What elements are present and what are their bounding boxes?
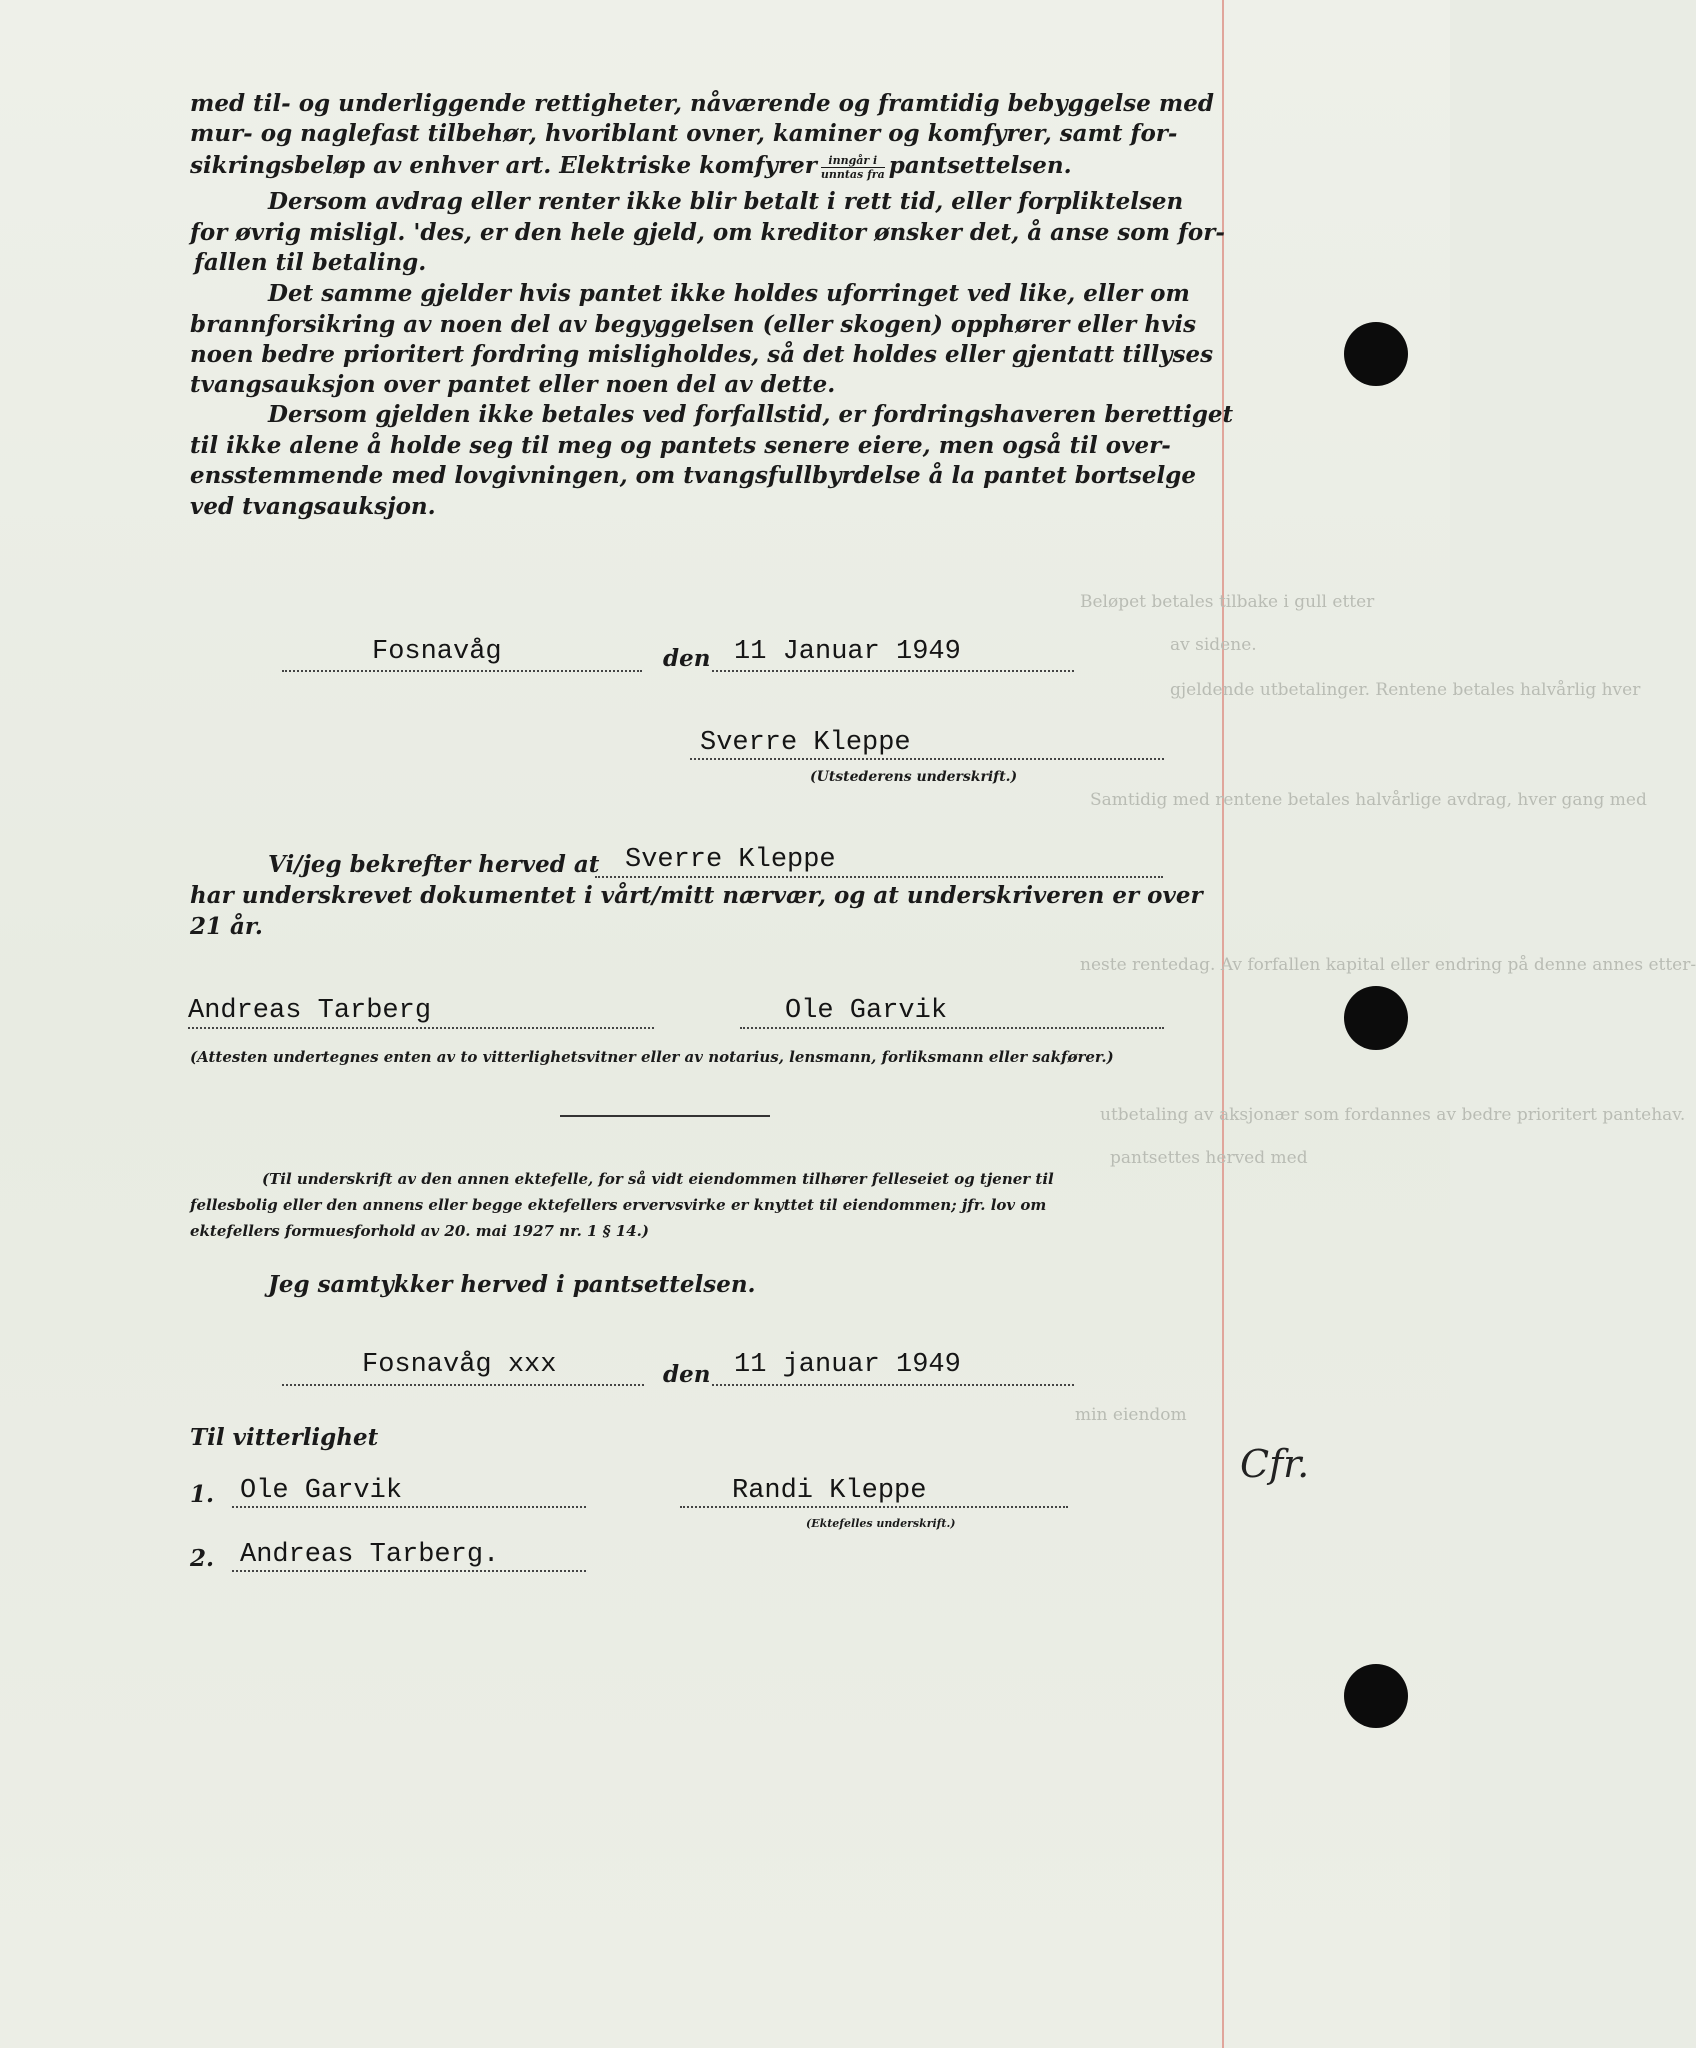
confirmation-line: 21 år. bbox=[190, 913, 263, 940]
inclusion-fraction bbox=[821, 154, 885, 181]
signer-line bbox=[595, 876, 1163, 878]
body-line: tvangsauksjon over pantet eller noen del av dette. bbox=[190, 371, 836, 398]
body-line: Det samme gjelder hvis pantet ikke holdes uforringet ved like, eller om bbox=[268, 280, 1190, 307]
witness2-signature: Ole Garvik bbox=[785, 996, 948, 1026]
body-line: ensstemmende med lovgivningen, om tvangsfullbyrdelse å la pantet bortselge bbox=[190, 462, 1196, 489]
issuance-place: Fosnavåg bbox=[372, 637, 502, 667]
page-margin-line bbox=[1222, 0, 1224, 2048]
witness1-signature: Andreas Tarberg bbox=[188, 996, 432, 1026]
spouse-note-line: ektefellers formuesforhold av 20. mai 1927 nr. 1 § 14.) bbox=[190, 1222, 649, 1240]
issuer-signature: Sverre Kleppe bbox=[700, 728, 911, 758]
body-text: sikringsbeløp av enhver art. Elektriske komfyrer bbox=[190, 152, 817, 179]
body-line: Dersom avdrag eller renter ikke blir betalt i rett tid, eller forpliktelsen bbox=[268, 188, 1184, 215]
punch-hole-bottom bbox=[1344, 1664, 1408, 1728]
til-vitterlighet-label: Til vitterlighet bbox=[190, 1424, 379, 1451]
consent-place-line bbox=[282, 1384, 644, 1386]
bleed-line: gjeldende utbetalinger. Rentene betales halvårlig hver bbox=[1170, 680, 1641, 700]
body-line: noen bedre prioritert fordring misligholdes, så det holdes eller gjentatt tillyses bbox=[190, 341, 1214, 368]
confirmation-prefix: Vi/jeg bekrefter herved at bbox=[268, 851, 600, 878]
body-text: pantsettelsen. bbox=[888, 152, 1072, 179]
bleed-line: min eiendom bbox=[1075, 1405, 1187, 1425]
body-line: fallen til betaling. bbox=[194, 249, 427, 276]
signature-line bbox=[690, 758, 1164, 760]
fraction-top: inngår i bbox=[821, 154, 885, 168]
body-line: ved tvangsauksjon. bbox=[190, 493, 436, 520]
consent-witness1-line bbox=[232, 1506, 586, 1508]
body-line: for øvrig misligl. 'des, er den hele gjeld, om kreditor ønsker det, å anse som for- bbox=[190, 219, 1225, 246]
consent-den-label: den bbox=[663, 1361, 711, 1388]
date-line bbox=[712, 670, 1074, 672]
spouse-signature-line bbox=[680, 1506, 1068, 1508]
confirmed-signer: Sverre Kleppe bbox=[625, 845, 836, 875]
consent-witness2-line bbox=[232, 1570, 586, 1572]
section-divider bbox=[560, 1115, 770, 1117]
spouse-note-line: (Til underskrift av den annen ektefelle, for så vidt eiendommen tilhører felleseiet og tjener til bbox=[262, 1170, 1054, 1188]
spouse-note-line: fellesbolig eller den annens eller begge ektefellers ervervsvirke er knyttet til eiendommen; jfr. lov om bbox=[190, 1196, 1047, 1214]
fraction-bottom: unntas fra bbox=[820, 167, 885, 181]
bleed-line: neste rentedag. Av forfallen kapital eller endring på denne annes etter- bbox=[1080, 955, 1696, 975]
punch-hole-middle bbox=[1344, 986, 1408, 1050]
confirmation-line: har underskrevet dokumentet i vårt/mitt nærvær, og at underskriveren er over bbox=[190, 882, 1203, 909]
consent-place: Fosnavåg xxx bbox=[362, 1350, 557, 1380]
body-line: brannforsikring av noen del av begyggelsen (eller skogen) opphører eller hvis bbox=[190, 311, 1197, 338]
body-line: med til- og underliggende rettigheter, nåværende og framtidig bebyggelse med bbox=[190, 90, 1214, 117]
place-line bbox=[282, 670, 642, 672]
attestation-caption: (Attesten undertegnes enten av to vitterlighetsvitner eller av notarius, lensmann, forliksmann eller sakfører.) bbox=[190, 1048, 1114, 1066]
consent-statement: Jeg samtykker herved i pantsettelsen. bbox=[268, 1271, 756, 1298]
bleed-line: pantsettes herved med bbox=[1110, 1148, 1308, 1168]
body-line: til ikke alene å holde seg til meg og pantets senere eiere, men også til over- bbox=[190, 432, 1171, 459]
consent-date: 11 januar 1949 bbox=[734, 1350, 961, 1380]
bleed-line: av sidene. bbox=[1170, 635, 1257, 655]
spouse-signature: Randi Kleppe bbox=[732, 1476, 927, 1506]
bleed-line: utbetaling av aksjonær som fordannes av bedre prioritert pantehav. bbox=[1100, 1105, 1686, 1125]
consent-witness2: Andreas Tarberg. bbox=[240, 1540, 500, 1570]
issuer-signature-caption: (Utstederens underskrift.) bbox=[810, 769, 1018, 785]
spouse-signature-caption: (Ektefelles underskrift.) bbox=[806, 1517, 956, 1530]
bleed-line: Samtidig med rentene betales halvårlige avdrag, hver gang med bbox=[1090, 790, 1647, 810]
den-label: den bbox=[663, 645, 711, 672]
body-line bbox=[190, 152, 1072, 181]
body-line: mur- og naglefast tilbehør, hvoriblant ovner, kaminer og komfyrer, samt for- bbox=[190, 120, 1178, 147]
witness1-line bbox=[188, 1027, 654, 1029]
consent-date-line bbox=[712, 1384, 1074, 1386]
witness-number: 1. bbox=[190, 1481, 215, 1508]
consent-witness1: Ole Garvik bbox=[240, 1476, 403, 1506]
body-line: Dersom gjelden ikke betales ved forfallstid, er fordringshaveren berettiget bbox=[268, 401, 1234, 428]
margin-initials: Cfr. bbox=[1240, 1442, 1310, 1486]
bleed-line: Beløpet betales tilbake i gull etter bbox=[1080, 592, 1375, 612]
witness-number: 2. bbox=[190, 1545, 215, 1572]
witness2-line bbox=[740, 1027, 1164, 1029]
punch-hole-top bbox=[1344, 322, 1408, 386]
issuance-date: 11 Januar 1949 bbox=[734, 637, 961, 667]
